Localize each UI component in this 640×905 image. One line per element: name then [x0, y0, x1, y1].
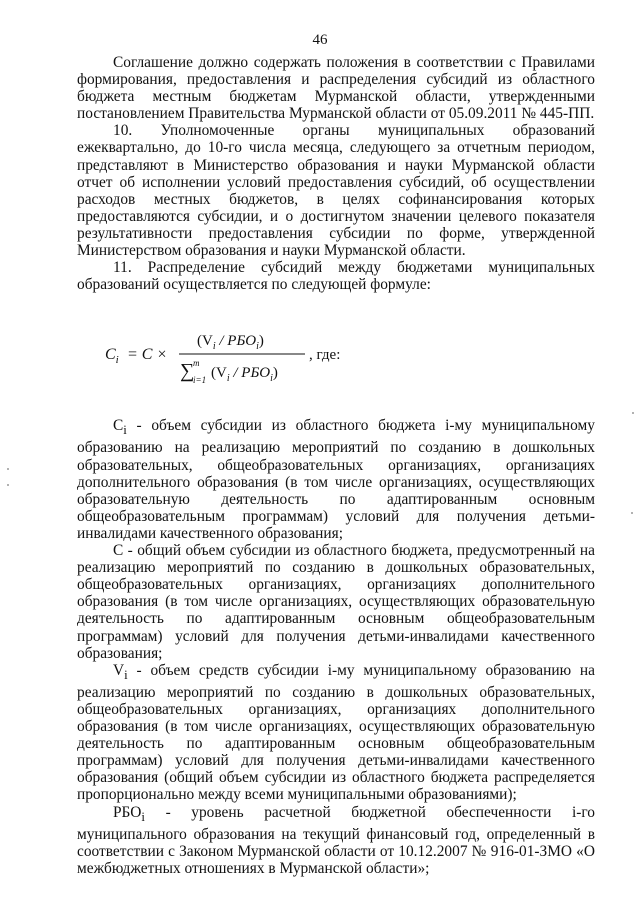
formula-den-open: (V — [211, 365, 227, 382]
formula-lhs: C — [105, 346, 116, 364]
definition-c-total — [77, 542, 595, 662]
definition-symbol: C — [113, 417, 124, 435]
formula-suffix: , где: — [309, 347, 341, 364]
definition-symbol: V — [113, 661, 125, 679]
definition-text: - общий объем субсидии из областного бюджета, предусмотренный на реализацию мероприятий по созданию в дошкольных образовательных, общеобразовательных организациях, организациях дополнительного образования (в том числе организациях, осуществляющих образовательную деятельность по адаптированным основным общеобразовательным программам) условий для получения детьми-инвалидами качественного образования; — [77, 542, 595, 662]
paragraph-10-reporting: 10. Уполномоченные органы муниципальных образований ежеквартально, до 10-го числа месяца, следующего за отчетным периодом, представляют в Министерство образования и науки Мурманской области отчет об исполнении условий предоставления субсидий, об осуществлении расходов местных бюджетов, в целях софинансирования которых предоставляются субсидии, и о достигнутом значении целевого показателя результативности предоставления субсидии по форме, утвержденной Министерством образования и науки Мурманской области. — [77, 122, 595, 260]
formula-num-mid: / РБО — [215, 333, 257, 350]
sum-upper-limit: m — [193, 358, 200, 369]
definition-symbol: РБО — [113, 803, 142, 821]
sum-symbol: ∑ — [180, 360, 195, 383]
formula-equals-c-times: = C × — [127, 346, 168, 364]
scan-speck — [7, 468, 9, 470]
definition-vi — [77, 662, 595, 804]
definition-text: - объем средств субсидии i-му муниципальному образованию на реализацию мероприятий по созданию в дошкольных образовательных, общеобразовательных организациях, организациях дополнительного образования (в том числе организациях, осуществляющих образовательную деятельность по адаптированным основным общеобразовательным программам) условий для получения детьми-инвалидами качественного образования (общий объем субсидии из областного бюджета распределяется пропорционально между всеми муниципальными образованиями); — [77, 661, 595, 804]
formula-den-mid: / РБО — [229, 365, 271, 382]
scan-speck — [631, 512, 633, 514]
formula-lhs-subscript: i — [115, 354, 119, 367]
definition-symbol: С — [113, 542, 124, 560]
definition-subscript: i — [124, 667, 128, 682]
sum-lower-limit: i=1 — [193, 375, 207, 386]
scan-speck — [632, 412, 634, 414]
definition-text: - объем субсидии из областного бюджета i-му муниципальному образованию на реализацию мероприятий по созданию в дошкольных образовательных, общеобразовательных организациях, организациях дополнительного образования (в том числе организациях, осуществляющих образовательную деятельность по адаптированным основным общеобразовательным программам) условий для получения детьми-инвалидами качественного образования; — [77, 417, 595, 542]
formula-num-close: ) — [258, 333, 264, 350]
definition-rbo — [77, 804, 595, 877]
svg-text:Ci — [105, 346, 119, 366]
definition-ci — [77, 417, 595, 542]
definition-subscript: i — [141, 809, 145, 824]
scan-speck — [7, 484, 9, 486]
document-body — [77, 54, 595, 877]
svg-text:(Vi / РБОi): $(V_i / РБО_i)$ — [211, 365, 278, 385]
formula-den-subscript: i — [226, 373, 230, 385]
formula-den-close: ) — [272, 365, 278, 382]
paragraph-agreement-provisions: Соглашение должно содержать положения в соответствии с Правилами формирования, предоставления и распределения субсидий из областного бюджета местным бюджетам Мурманской области, утвержденными постановлением Правительства Мурманской области от 05.09.2011 № 445-ПП. — [77, 54, 595, 123]
formula-num-open: (V — [197, 333, 213, 350]
page-number: 46 — [312, 32, 328, 48]
svg-text:(Vi / РБОi): $(V_i / РБО_i)$ — [197, 333, 264, 353]
formula-num-subscript: i — [212, 341, 216, 353]
distribution-formula — [77, 319, 595, 389]
formula-graphic — [97, 319, 397, 389]
definition-subscript: i — [123, 423, 127, 438]
definition-text: - уровень расчетной бюджетной обеспеченности i-го муниципального образования на текущий финансовый год, определенный в соответствии с Законом Мурманской области от 10.12.2007 № 916-01-ЗМО «О межбюджетных отношениях в Мурманской области»; — [77, 803, 595, 877]
paragraph-11-distribution: 11. Распределение субсидий между бюджетами муниципальных образований осуществляется по следующей формуле: — [77, 259, 595, 294]
